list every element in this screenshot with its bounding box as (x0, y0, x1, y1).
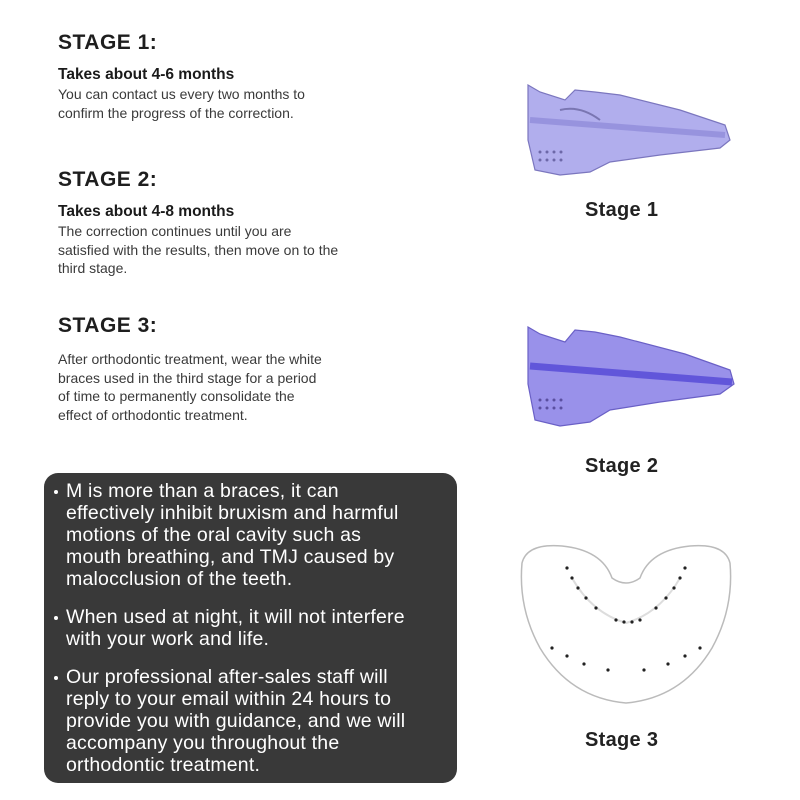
stage-2-label: Stage 2 (585, 455, 659, 477)
bullet-dot-icon (54, 676, 58, 680)
white-tray-icon (512, 538, 740, 710)
text-line: orthodontic treatment. (66, 754, 261, 776)
text-line: Our professional after-sales staff will (66, 666, 388, 688)
stage-3-description (58, 350, 322, 424)
text-line: When used at night, it will not interfere (66, 606, 405, 628)
purple-tray-dark-icon (520, 322, 740, 430)
stage-1-title: STAGE 1: (58, 31, 158, 54)
text-line: third stage. (58, 260, 128, 276)
bullet-dot-icon (54, 616, 58, 620)
stage-2-duration: Takes about 4-8 months (58, 203, 235, 220)
info-box (44, 473, 457, 783)
text-line: The correction continues until you are (58, 223, 292, 239)
text-line: accompany you throughout the (66, 732, 340, 754)
stage-3-title: STAGE 3: (58, 314, 158, 337)
text-line: M is more than a braces, it can (66, 480, 339, 502)
bullet-dot-icon (54, 490, 58, 494)
stage-3-label: Stage 3 (585, 729, 659, 751)
text-line: braces used in the third stage for a period (58, 369, 317, 386)
text-line: of time to permanently consolidate the (58, 388, 295, 404)
text-line: satisfied with the results, then move on to the (58, 241, 339, 258)
text-line: You can contact us every two months to (58, 86, 305, 102)
text-line: mouth breathing, and TMJ caused by (66, 546, 395, 568)
text-line: After orthodontic treatment, wear the white (58, 351, 322, 367)
text-line: motions of the oral cavity such as (66, 524, 362, 546)
text-line: confirm the progress of the correction. (58, 104, 294, 121)
text-line: malocclusion of the teeth. (66, 568, 293, 590)
purple-tray-light-icon (520, 80, 735, 180)
stage-1-label: Stage 1 (585, 199, 659, 221)
stage-1-description (58, 85, 305, 122)
stage-2-description (58, 222, 338, 278)
stage-1-duration: Takes about 4-6 months (58, 66, 235, 83)
text-line: effectively inhibit bruxism and harmful (66, 502, 399, 524)
text-line: effect of orthodontic treatment. (58, 406, 248, 423)
stage-2-title: STAGE 2: (58, 168, 158, 191)
text-line: with your work and life. (66, 628, 270, 650)
text-line: reply to your email within 24 hours to (66, 688, 392, 710)
text-line: provide you with guidance, and we will (66, 710, 406, 732)
